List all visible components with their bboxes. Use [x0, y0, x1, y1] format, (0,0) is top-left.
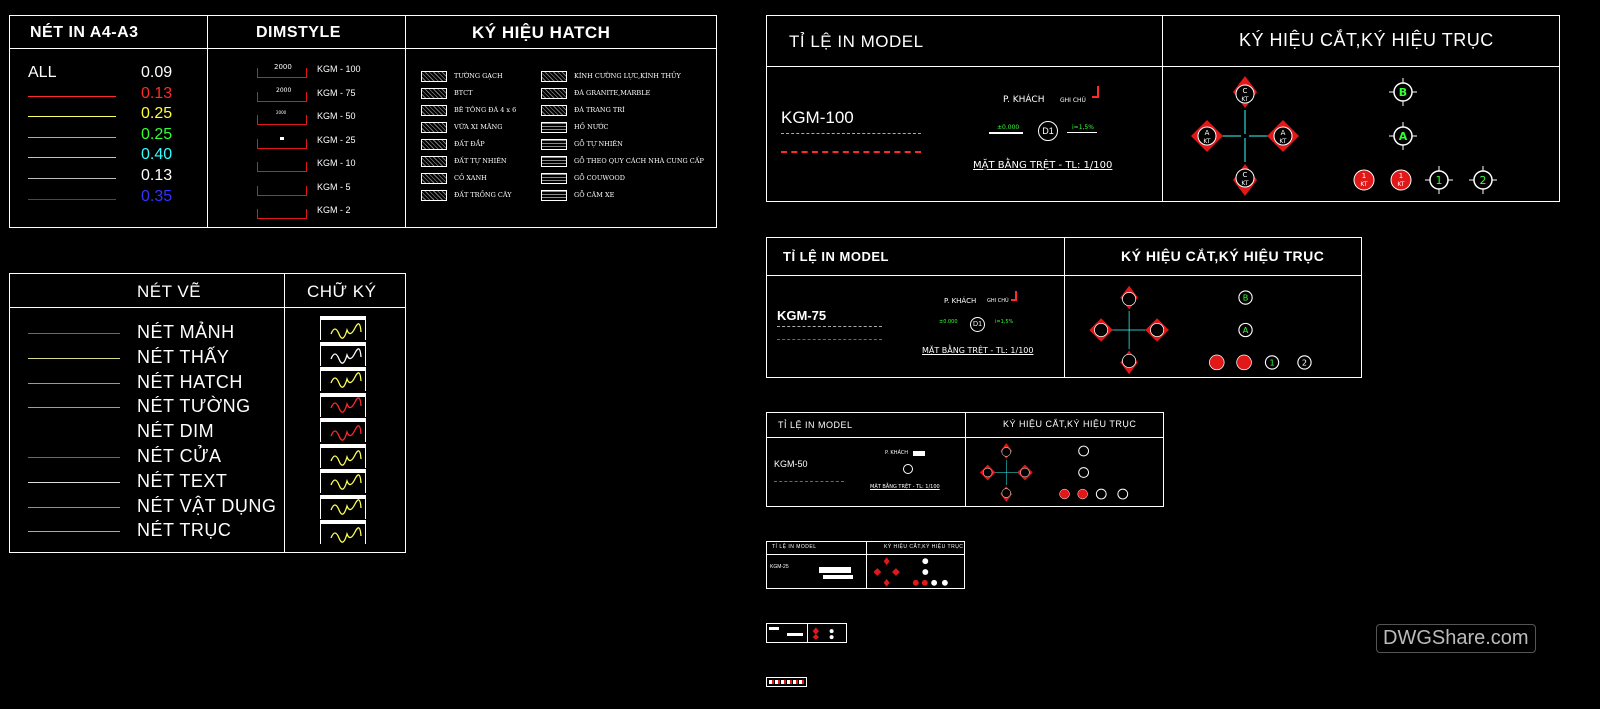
drawing-line-sample [28, 457, 120, 458]
pen-sample-line [28, 116, 116, 117]
level-value: ±0.000 [997, 124, 1020, 131]
hatch-label: ĐẤT ĐẮP [454, 140, 485, 148]
axis-kt1b-icon [1391, 170, 1411, 190]
scale-name-75: KGM-75 [777, 308, 827, 323]
drawing-line-label: NÉT MẢNH [137, 322, 235, 342]
scale-sample-line-white [781, 133, 921, 134]
hatch-label: GỖ CÂM XE [574, 191, 615, 199]
signature-scribble [321, 346, 365, 366]
hatch-label: BÊ TÔNG ĐÁ 4 x 6 [454, 106, 517, 114]
slope-line [1067, 132, 1097, 133]
pen-sample-line [28, 178, 116, 179]
dimstyle-label: KGM - 50 [317, 111, 356, 121]
hatch-header: KÝ HIỆU HATCH [472, 23, 611, 42]
svg-text:C: C [1242, 87, 1248, 95]
svg-text:KT: KT [1241, 180, 1249, 187]
pen-weight-value: 0.13 [141, 167, 173, 184]
dim-sample-value: 2000 [276, 86, 292, 94]
note-flag-icon [1092, 86, 1099, 98]
pen-sample-line [28, 137, 116, 138]
hatch-label: TƯỜNG GẠCH [454, 72, 503, 80]
svg-text:KT: KT [1241, 96, 1249, 103]
axis-2-icon [1469, 166, 1497, 194]
note-label: GHI CHÚ [1060, 97, 1086, 104]
hatch-swatch [541, 88, 567, 99]
drawing-line-label: NÉT THẤY [137, 346, 230, 367]
hatch-swatch [421, 88, 447, 99]
hatch-swatch [541, 71, 567, 82]
note-label-75: GHI CHÚ [987, 298, 1009, 304]
drawing-line-sample [28, 507, 120, 508]
model-scale-table-25 [766, 541, 965, 589]
svg-text:A: A [1398, 130, 1408, 143]
signature-image [320, 316, 366, 340]
drawing-line-sample [28, 482, 120, 483]
pen-weight-value: 0.25 [141, 105, 173, 123]
scale-name: KGM-100 [781, 108, 854, 127]
signature-header: CHỮ KÝ [307, 282, 377, 301]
scale-sample-line-red [781, 151, 921, 153]
hatch-swatch [421, 122, 447, 133]
signature-image [320, 418, 366, 442]
section-mark-c-top [1233, 76, 1257, 108]
pen-all-label: ALL [28, 64, 57, 81]
drawing-line-sample [28, 407, 120, 408]
drawing-line-sample [28, 333, 120, 334]
symbols-header-50: KÝ HIỆU CẮT,KÝ HIỆU TRỤC [1003, 419, 1137, 429]
dim-sample-icon [257, 139, 307, 149]
section-symbols-75 [1079, 282, 1359, 378]
hatch-swatch [421, 156, 447, 167]
signature-image [320, 469, 366, 493]
svg-text:KT: KT [1360, 181, 1368, 188]
pen-sample-line [28, 157, 116, 158]
svg-text:1: 1 [1269, 357, 1275, 368]
dim-sample-dot [280, 137, 284, 140]
drawing-line-sample [28, 358, 120, 359]
room-tag-50 [913, 451, 925, 456]
signature-image [320, 495, 366, 519]
plan-title: MẶT BẰNG TRỆT - TL: 1/100 [973, 160, 1113, 171]
svg-text:A: A [1280, 129, 1286, 137]
scale-sample-line-red-50 [774, 481, 844, 482]
model-scale-header: TỈ LỆ IN MODEL [789, 32, 924, 51]
model-scale-header-75: TỈ LỆ IN MODEL [783, 249, 889, 264]
svg-text:KT: KT [1203, 138, 1211, 145]
hatch-label: VỮA XI MĂNG [454, 123, 503, 131]
slope-value: i=1,5% [1072, 124, 1094, 131]
svg-text:KT: KT [1279, 138, 1287, 145]
block-5 [769, 680, 805, 684]
signature-image [320, 393, 366, 417]
dim-sample-icon [257, 162, 307, 172]
drawing-line-label: NÉT TEXT [137, 470, 228, 491]
section-symbols-50 [973, 441, 1159, 504]
section-axis-svg-10 [809, 625, 847, 642]
block-25-a [819, 567, 851, 573]
dim-sample-icon [257, 115, 307, 125]
symbols-header: KÝ HIỆU CẮT,KÝ HIỆU TRỤC [1239, 30, 1494, 50]
level-tag-circle: D1 [1038, 121, 1058, 141]
dimstyle-label: KGM - 25 [317, 134, 356, 145]
scale-name-25: KGM-25 [770, 564, 789, 570]
section-mark-a-right [1267, 120, 1299, 152]
note-flag-icon-75 [1011, 291, 1017, 301]
svg-text:2: 2 [1301, 357, 1308, 368]
drawing-line-label: NÉT DIM [137, 421, 215, 442]
dimstyle-label: KGM - 5 [317, 181, 351, 192]
signature-scribble [321, 320, 365, 340]
pen-weight-value: 0.25 [141, 125, 173, 143]
drawing-line-sample [28, 531, 120, 532]
print-pen-table [9, 15, 717, 228]
svg-text:B: B [1242, 292, 1249, 303]
section-symbols-25 [870, 556, 963, 588]
pen-weight-value: 0.09 [141, 64, 173, 81]
model-scale-table-5 [766, 677, 807, 687]
svg-text:A: A [1204, 129, 1210, 137]
watermark-text: DWGShare.com [1383, 627, 1529, 649]
symbols-header-25: KÝ HIỆU CẮT,KÝ HIỆU TRỤC [884, 544, 964, 550]
hatch-label: CỎ XANH [454, 174, 487, 182]
signature-scribble [321, 524, 365, 544]
level-arrow-icon [989, 132, 1023, 134]
signature-image [320, 520, 366, 544]
dimstyle-label: KGM - 2 [317, 205, 351, 215]
signature-scribble [321, 448, 365, 468]
hatch-label: KÍNH CƯỜNG LỰC,KÍNH THỦY [574, 72, 681, 80]
hatch-swatch [421, 173, 447, 184]
level-tag-circle-75: D1 [970, 317, 985, 332]
section-axis-svg-50 [973, 441, 1159, 504]
hatch-label: ĐẤT TRỒNG CÂY [454, 191, 512, 199]
svg-text:C: C [1242, 171, 1248, 179]
signature-image [320, 342, 366, 366]
axis-1-icon [1425, 166, 1453, 194]
level-value-75: ±0.000 [939, 319, 958, 325]
drawing-line-label: NÉT TƯỜNG [137, 396, 251, 417]
hatch-swatch [541, 156, 567, 167]
dimstyle-header: DIMSTYLE [256, 24, 341, 41]
scale-sample-line-red-75 [777, 339, 882, 340]
drawing-line-label: NÉT CỬA [137, 446, 222, 466]
scale-sample-line-white-75 [777, 326, 882, 327]
room-name: P. KHÁCH [1003, 95, 1045, 105]
axis-b-icon [1389, 78, 1417, 106]
dim-sample-icon [257, 186, 307, 196]
pen-weight-value: 0.13 [141, 84, 173, 102]
drawing-lines-table [9, 273, 406, 553]
hatch-label: GỖ THEO QUY CÁCH NHÀ CUNG CẤP [574, 157, 704, 165]
hatch-swatch [541, 173, 567, 184]
room-name-50: P. KHÁCH [885, 450, 909, 456]
dim-sample-icon [257, 209, 307, 219]
section-axis-svg-25 [870, 556, 963, 588]
section-mark-a-left [1191, 120, 1223, 152]
hatch-swatch [421, 105, 447, 116]
symbols-header-75: KÝ HIỆU CẮT,KÝ HIỆU TRỤC [1121, 248, 1325, 264]
hatch-swatch [421, 71, 447, 82]
signature-scribble [321, 397, 365, 417]
block-25-b [823, 575, 853, 579]
axis-kt1-icon [1354, 170, 1374, 190]
dim-sample-value: 2000 [276, 110, 287, 115]
level-tag-circle-50 [903, 464, 913, 474]
drawing-line-label: NÉT VẬT DỤNG [137, 495, 277, 516]
svg-text:2: 2 [1479, 174, 1487, 187]
pen-sample-line [28, 96, 116, 97]
hatch-swatch [541, 190, 567, 201]
hatch-swatch [541, 139, 567, 150]
drawing-line-label: NÉT HATCH [137, 371, 243, 392]
hatch-label: GỖ TỰ NHIÊN [574, 140, 623, 148]
pen-weight-value: 0.35 [141, 187, 173, 205]
signature-scribble [321, 422, 365, 442]
room-name-75: P. KHÁCH [944, 297, 977, 305]
hatch-label: ĐÁ GRANITE,MARBLE [574, 89, 651, 97]
print-pen-header: NÉT IN A4-A3 [30, 24, 139, 41]
block-10-b [787, 633, 803, 636]
dimstyle-label: KGM - 75 [317, 87, 356, 98]
section-symbols [1177, 72, 1557, 200]
svg-text:B: B [1398, 86, 1408, 99]
dimstyle-label: KGM - 100 [317, 64, 361, 74]
slope-value-75: i=1,5% [995, 319, 1014, 325]
section-axis-svg-75 [1079, 282, 1359, 378]
pen-sample-line [28, 199, 116, 200]
section-mark-c-bottom [1233, 164, 1257, 196]
svg-text:A: A [1242, 324, 1249, 335]
hatch-swatch [541, 122, 567, 133]
model-scale-header-25: TỈ LỆ IN MODEL [772, 544, 817, 550]
model-scale-header-50: TỈ LỆ IN MODEL [778, 420, 853, 430]
signature-image [320, 367, 366, 391]
signature-scribble [321, 371, 365, 391]
block-10-a [769, 627, 779, 630]
hatch-swatch [541, 105, 567, 116]
hatch-label: HỒ NƯỚC [574, 123, 609, 131]
svg-text:1: 1 [1361, 172, 1367, 180]
model-scale-table-75 [766, 237, 1362, 378]
signature-image [320, 444, 366, 468]
plan-title-75: MẶT BẰNG TRỆT - TL: 1/100 [922, 346, 1034, 355]
model-scale-table-10 [766, 623, 847, 643]
dim-sample-value: 2000 [274, 63, 292, 71]
model-scale-table-100 [766, 15, 1560, 202]
axis-a-icon [1389, 122, 1417, 150]
pen-weight-value: 0.40 [141, 146, 173, 164]
dimstyle-label: KGM - 10 [317, 158, 356, 168]
hatch-label: GỖ COUWOOD [574, 174, 625, 182]
svg-text:KT: KT [1397, 181, 1405, 188]
hatch-label: BTCT [454, 89, 473, 97]
signature-scribble [321, 473, 365, 493]
hatch-label: ĐÁ TRANG TRÍ [574, 106, 625, 114]
hatch-swatch [421, 139, 447, 150]
watermark-logo [1376, 624, 1536, 653]
svg-text:1: 1 [1435, 174, 1443, 187]
hatch-label: ĐẤT TỰ NHIÊN [454, 157, 507, 165]
hatch-swatch [421, 190, 447, 201]
plan-title-50: MẶT BẰNG TRỆT - TL: 1/100 [870, 484, 940, 490]
section-axis-svg [1177, 72, 1557, 200]
svg-text:1: 1 [1398, 172, 1404, 180]
drawing-line-sample [28, 383, 120, 384]
drawing-line-label: NÉT TRỤC [137, 520, 232, 541]
model-scale-table-50 [766, 412, 1164, 507]
signature-scribble [321, 499, 365, 519]
scale-name-50: KGM-50 [774, 459, 808, 469]
drawing-lines-header: NÉT VẼ [137, 282, 202, 301]
